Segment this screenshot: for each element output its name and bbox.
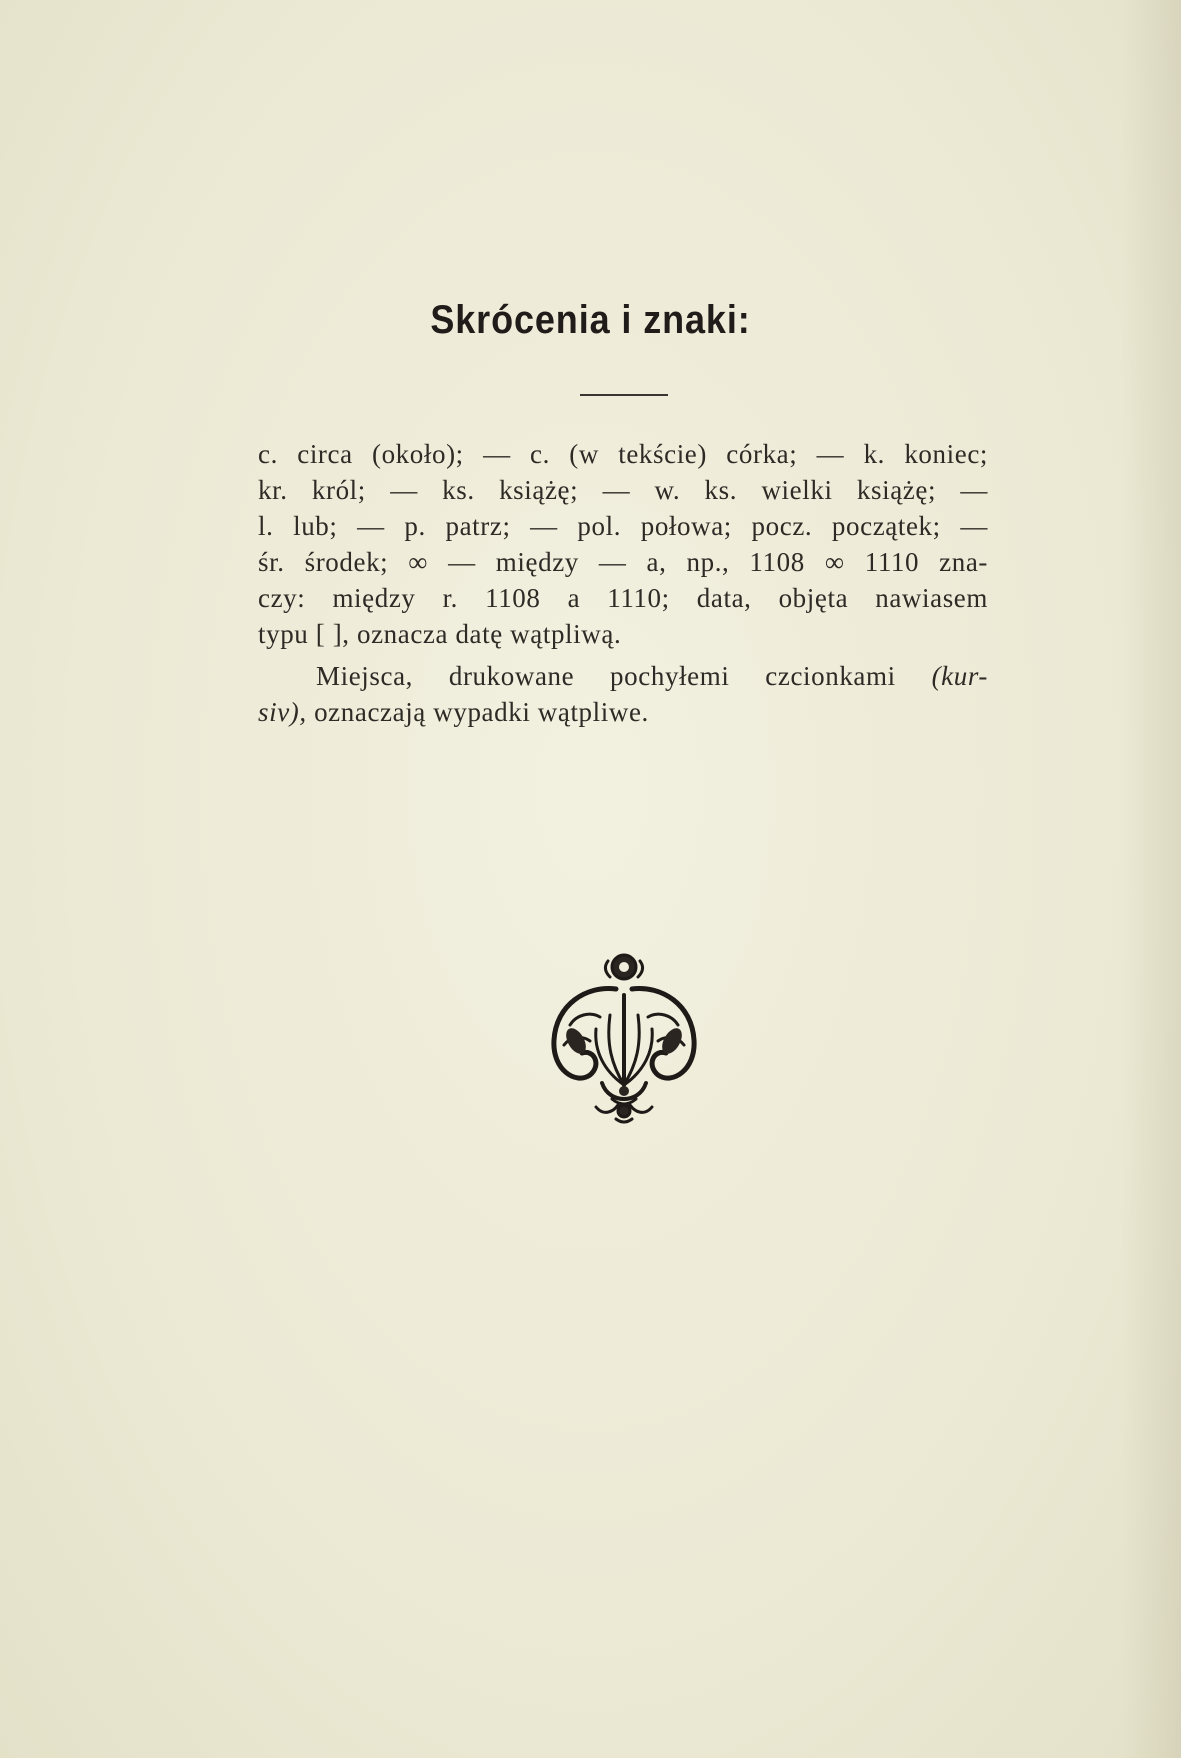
text-line: c. circa (około); — c. (w tekście) córka; — k. koniec; [258,439,988,469]
italic-segment: siv), [258,697,307,727]
text-line: l. lub; — p. patrz; — pol. połowa; pocz. początek; — [258,511,988,541]
italic-note-paragraph [258,658,988,730]
text-line [258,658,988,694]
text-line: śr. środek; ∞ — między — a, np., 1108 ∞ 1110 zna- [258,547,988,577]
text-line: kr. król; — ks. książę; — w. ks. wielki książę; — [258,475,988,505]
page-title: Skrócenia i znaki: [430,298,751,342]
text-segment: Miejsca, drukowane pochyłemi czcionkami [316,661,932,691]
text-segment: oznaczają wypadki wątpliwe. [306,697,649,727]
floral-ornament-icon [546,945,702,1125]
page-edge-shadow [1121,0,1181,1758]
abbreviations-text [258,436,988,730]
abbreviations-paragraph [258,436,988,652]
title-divider [580,394,668,396]
text-line: typu [ ], oznacza datę wątpliwą. [258,619,622,649]
italic-segment: (kur- [931,661,988,691]
text-line: czy: między r. 1108 a 1110; data, objęta nawiasem [258,583,988,613]
text-line [258,694,988,730]
